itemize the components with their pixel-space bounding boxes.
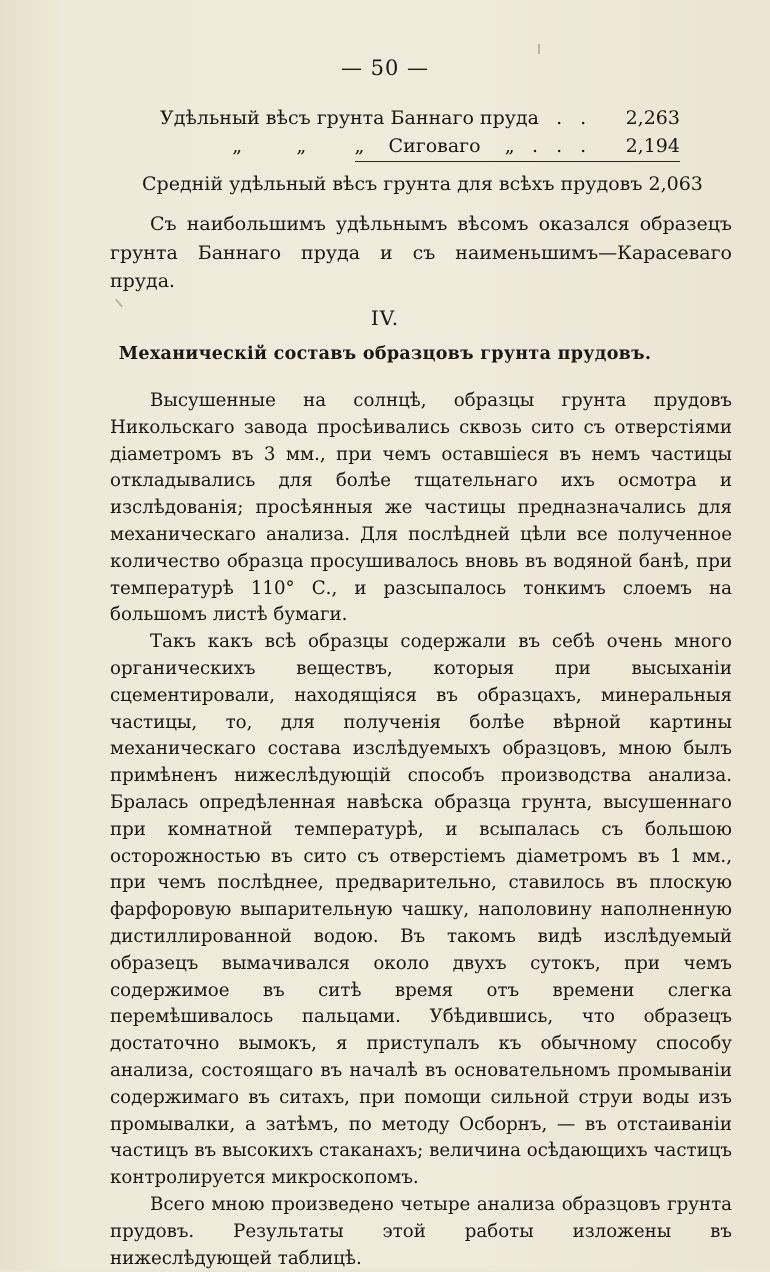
weight-value: 2,263 — [625, 107, 680, 129]
paragraph: Съ наибольшимъ удѣльнымъ вѣсомъ оказался образецъ грунта Баннаго пруда и съ наименьшимъ—Карасеваго пруда. — [110, 213, 732, 292]
weight-row — [160, 132, 680, 160]
sum-rule-line — [355, 161, 680, 162]
paragraph: Высушенные на солнцѣ, образцы грунта прудовъ Никольскаго завода просѣивались сквозь сито съ отверстiями дiаметромъ въ 3 мм., при чемъ оставшiеся въ немъ частицы откладывались для болѣе тщательнаго ихъ осмотра и изслѣдованiя; просѣянныя же частицы предназначались для механическаго анализа. Для послѣдней цѣли все полученное количество образца просушивалось вновь въ водяной банѣ, при температурѣ 110° С., и разсыпалось тонкимъ слоемъ на большомъ листѣ бумаги. — [110, 390, 732, 626]
weight-row — [160, 104, 680, 132]
section-title: Механическiй составъ образцовъ грунта прудовъ. — [118, 344, 652, 364]
weight-leader-dots: . . . — [532, 107, 593, 129]
weight-value: 2,194 — [625, 135, 680, 157]
paper-mark — [538, 44, 540, 54]
weight-leader-dots: . . . — [532, 135, 593, 157]
average-weight-line: Среднiй удѣльный вѣсъ грунта для всѣхъ прудовъ 2,063 — [142, 173, 703, 195]
weight-label: „ „ „ Сиговаго „ — [202, 135, 515, 157]
weight-label: Удѣльный вѣсъ грунта Баннаго пруда — [160, 107, 539, 129]
section-body — [110, 388, 732, 1272]
page-number: — 50 — — [340, 56, 430, 80]
paragraph: Всего мною произведено четыре анализа образцовъ грунта прудовъ. Результаты этой работы изложены въ нижеслѣдующей таблицѣ. — [110, 1193, 732, 1269]
intro-paragraph — [110, 210, 732, 296]
specific-weight-list — [160, 104, 680, 160]
section-number: IV. — [370, 306, 400, 330]
paragraph: Такъ какъ всѣ образцы содержали въ себѣ очень много органическихъ веществъ, которыя при высыханiи сцементировали, находящiяся въ образцахъ, минеральныя частицы, то, для полученiя болѣе вѣрной картины механическаго состава изслѣдуемыхъ образцовъ, мною былъ примѣненъ нижеслѣдующiй способъ производства анализа. Бралась опредѣленная навѣска образца грунта, высушеннаго при комнатной температурѣ, и всыпалась съ большою осторожностью въ сито съ отверстiемъ дiаметромъ въ 1 мм., при чемъ послѣднее, предварительно, ставилось въ плоскую фарфоровую выпарительную чашку, наполовину наполненную дистиллированной водою. Въ такомъ видѣ изслѣдуемый образецъ вымачивался около двухъ сутокъ, при чемъ содержимое въ ситѣ время отъ времени слегка перемѣшивалось пальцами. Убѣдившись, что образецъ достаточно вымокъ, я приступалъ къ обычному способу анализа, состоящаго въ началѣ въ основательномъ промыванiи содержимаго въ ситахъ, при помощи сильной струи воды изъ промывалки, а затѣмъ, по методу Осборнъ, — въ отстаиванiи частицъ въ высокихъ стаканахъ; величина осѣдающихъ частицъ контролируется микроскопомъ. — [110, 631, 732, 1189]
